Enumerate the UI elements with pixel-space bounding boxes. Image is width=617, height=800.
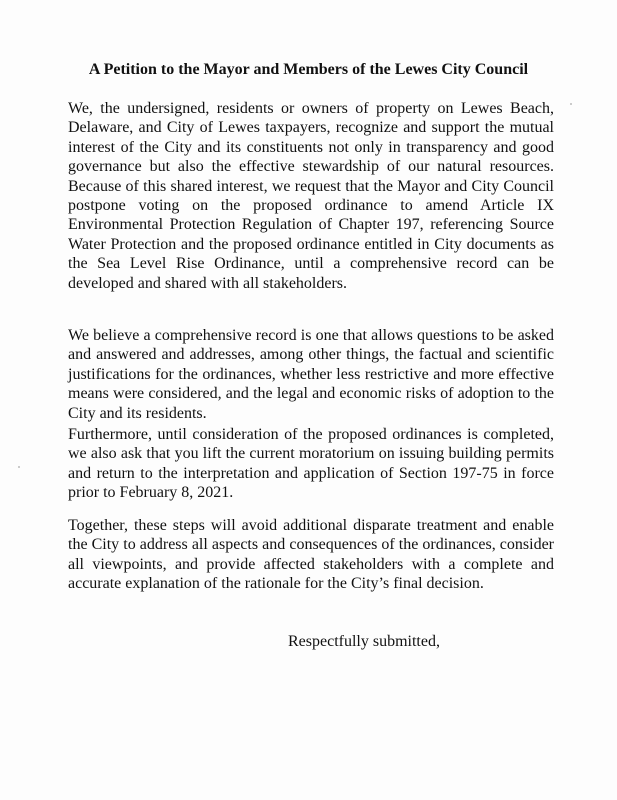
scan-speck <box>18 466 20 468</box>
scan-speck <box>570 103 572 105</box>
closing-line: Respectfully submitted, <box>288 633 440 650</box>
petition-title: A Petition to the Mayor and Members of the Lewes City Council <box>88 61 529 78</box>
paragraph-request: We, the undersigned, residents or owners of property on Lewes Beach, Delaware, and City of Lewes taxpayers, recognize and support the mutual interest of the City and its constituents not only in transparency and good governance but also the effective stewardship of our natural resources. Because of this shared interest, we request that the Mayor and City Council postpone voting on the proposed ordinance to amend Article IX Environmental Protection Regulation of Chapter 197, referencing Source Water Protection and the proposed ordinance entitled in City documents as the Sea Level Rise Ordinance, until a comprehensive record can be developed and shared with all stakeholders. <box>68 100 554 292</box>
paragraph-comprehensive-record: We believe a comprehensive record is one that allows questions to be asked and answered and addresses, among other things, the factual and scientific justifications for the ordinances, whether less restrictive and more effective means were considered, and the legal and economic risks of adoption to the City and its residents. <box>68 327 554 422</box>
paragraph-moratorium: Furthermore, until consideration of the proposed ordinances is completed, we also ask that you lift the current moratorium on issuing building permits and return to the interpretation and application of Section 197-75 in force prior to February 8, 2021. <box>68 426 554 502</box>
paragraph-conclusion: Together, these steps will avoid additional disparate treatment and enable the City to address all aspects and consequences of the ordinances, consider all viewpoints, and provide affected stakeholders with a complete and accurate explanation of the rationale for the City’s final decision. <box>68 517 554 593</box>
